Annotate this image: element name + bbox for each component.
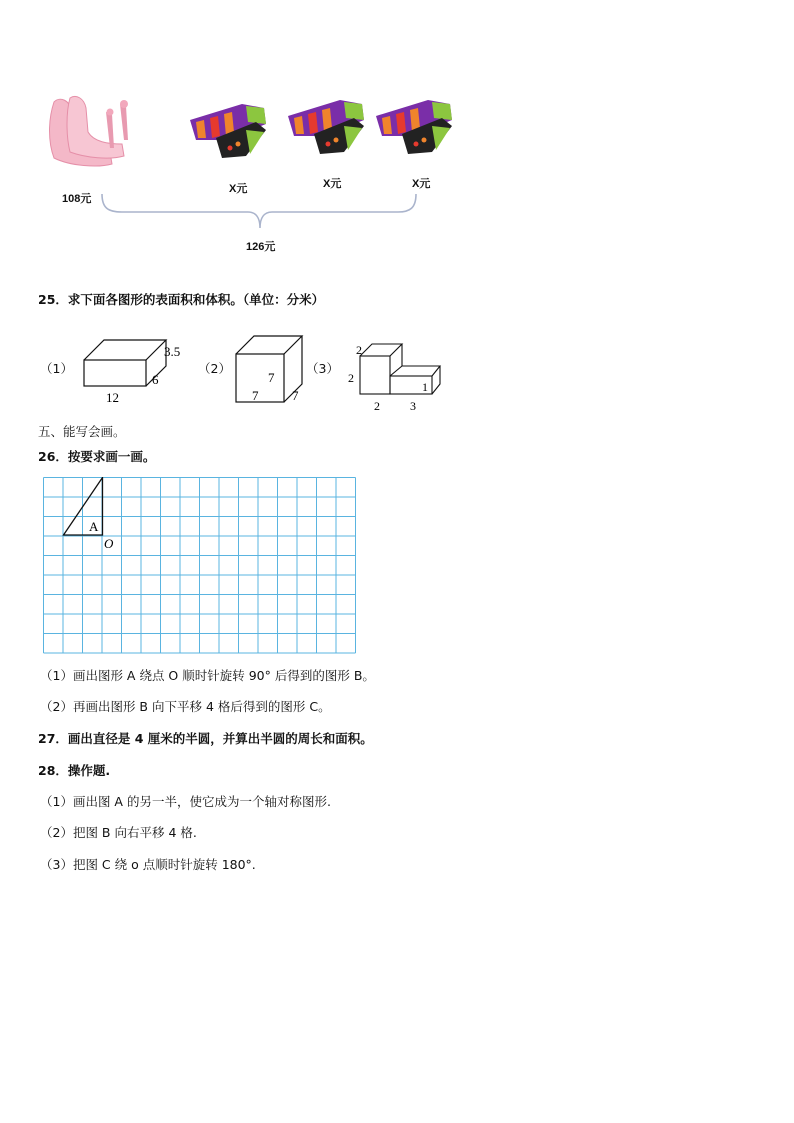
cuboid-width-label: 6 (152, 372, 159, 387)
q28-task-2: （2）把图 B 向右平移 4 格. (40, 825, 197, 840)
q26-task-1: （1）画出图形 A 绕点 O 顺时针旋转 90° 后得到的图形 B。 (40, 668, 375, 683)
cuboid-length-label: 12 (106, 390, 119, 405)
drawing-grid (43, 477, 359, 654)
q26-task-2: （2）再画出图形 B 向下平移 4 格后得到的图形 C。 (40, 699, 331, 714)
composite-left-width-label: 2 (374, 399, 380, 413)
q25-figure2-label: （2） (198, 361, 231, 376)
q28-task-3: （3）把图 C 绕 o 点顺时针旋转 180°. (40, 857, 256, 872)
cuboid-figure (80, 336, 190, 406)
cube-length-label: 7 (252, 388, 259, 403)
composite-top-depth-label: 2 (356, 343, 362, 357)
triangle-a-label: A (89, 519, 99, 534)
sock-price-label-1: X元 (229, 183, 248, 195)
q28-title: 28．操作题. (38, 763, 111, 778)
sock-price-label-2: X元 (323, 178, 342, 190)
shoe-price-label: 108元 (62, 193, 92, 205)
composite-step-height-label: 1 (422, 380, 428, 394)
cube-width-label: 7 (292, 388, 299, 403)
cube-height-label: 7 (268, 370, 275, 385)
high-heel-shoes-image (40, 92, 135, 177)
curly-brace (98, 190, 420, 234)
composite-right-width-label: 3 (410, 399, 416, 413)
q25-title: 25．求下面各图形的表面积和体积。（单位：分米） (38, 292, 325, 307)
socks-image-2 (284, 96, 368, 158)
sock-price-label-3: X元 (412, 178, 431, 190)
q26-title: 26．按要求画一画。 (38, 449, 156, 464)
point-o-label: O (104, 536, 114, 551)
q27-title: 27．画出直径是 4 厘米的半圆，并算出半圆的周长和面积。 (38, 731, 373, 746)
cube-figure (234, 334, 314, 410)
section5-title: 五、能写会画。 (38, 424, 126, 439)
q28-task-1: （1）画出图 A 的另一半，使它成为一个轴对称图形. (40, 794, 331, 809)
cuboid-height-label: 3.5 (164, 344, 181, 359)
socks-image-3 (372, 96, 456, 158)
price-illustration (0, 0, 794, 270)
composite-height-label: 2 (348, 371, 354, 385)
q25-figure3-label: （3） (306, 361, 339, 376)
composite-solid-figure (344, 336, 448, 416)
q25-figure1-label: （1） (40, 361, 73, 376)
socks-image-1 (186, 100, 270, 162)
total-price-label: 126元 (246, 241, 276, 253)
grid-lines (44, 478, 356, 654)
